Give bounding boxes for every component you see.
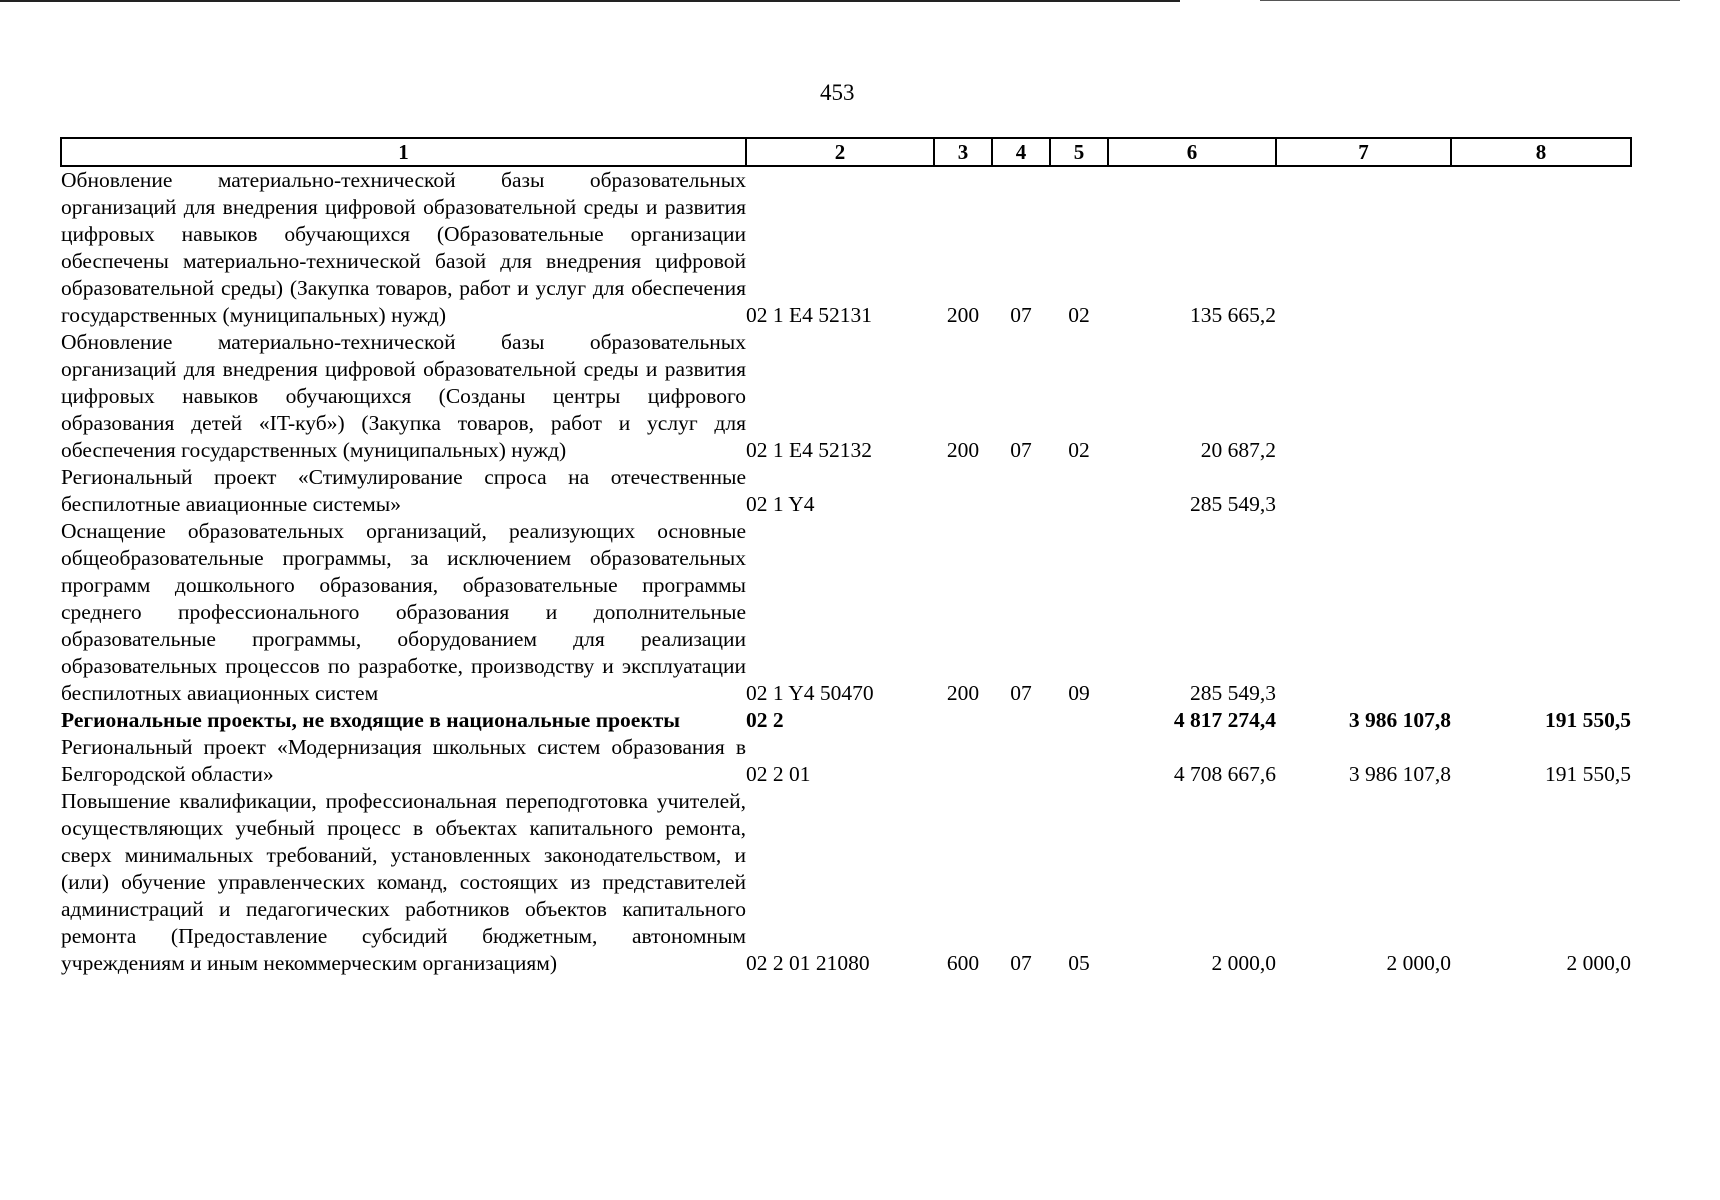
- table-row: [61, 518, 1631, 707]
- row-expense-type: 200: [946, 681, 980, 705]
- column-header-6: 6: [1108, 138, 1276, 166]
- row-expense-type: [934, 734, 992, 788]
- row-expense-type: [934, 464, 992, 518]
- column-header-2: 2: [746, 138, 934, 166]
- row-amount-col6: 285 549,3: [1190, 681, 1276, 705]
- row-code: 02 1 Y4 50470: [746, 681, 874, 705]
- header-row: [61, 138, 1631, 166]
- row-amount-col7: 3 986 107,8: [1348, 762, 1451, 786]
- row-subsection: [1050, 734, 1108, 788]
- row-amount-col6: 2 000,0: [1211, 951, 1276, 975]
- column-header-1: 1: [61, 138, 746, 166]
- row-amount-col6: 4 708 667,6: [1173, 762, 1276, 786]
- column-header-7: 7: [1276, 138, 1451, 166]
- row-subsection: 05: [1068, 951, 1090, 975]
- row-amount-col8: [1451, 329, 1631, 464]
- row-subsection: 02: [1068, 438, 1090, 462]
- row-amount-col8: [1451, 166, 1631, 329]
- row-section: [992, 464, 1050, 518]
- row-subsection: [1050, 707, 1108, 734]
- row-amount-col7: [1276, 518, 1451, 707]
- row-name: Региональные проекты, не входящие в национальные проекты: [61, 708, 681, 732]
- column-header-4: 4: [992, 138, 1050, 166]
- row-amount-col8: 2 000,0: [1566, 951, 1631, 975]
- top-rule: [0, 0, 1180, 2]
- table-body: [61, 166, 1631, 977]
- row-amount-col7: 3 986 107,8: [1348, 708, 1451, 732]
- row-amount-col8: [1451, 518, 1631, 707]
- row-section: 07: [1010, 303, 1032, 327]
- row-section: 07: [1010, 951, 1032, 975]
- row-name: Региональный проект «Модернизация школьных систем образования в Белгородской области»: [61, 735, 746, 786]
- top-rule-right: [1260, 0, 1680, 1]
- row-amount-col7: [1276, 464, 1451, 518]
- row-subsection: [1050, 464, 1108, 518]
- row-amount-col8: 191 550,5: [1545, 708, 1631, 732]
- table-row: [61, 329, 1631, 464]
- table-row: [61, 464, 1631, 518]
- row-section: [992, 734, 1050, 788]
- row-expense-type: 200: [946, 303, 980, 327]
- row-code: 02 1 Y4: [746, 492, 815, 516]
- row-expense-type: 600: [946, 951, 980, 975]
- row-amount-col8: 191 550,5: [1545, 762, 1631, 786]
- table-row: [61, 166, 1631, 329]
- budget-table: [60, 137, 1632, 977]
- row-code: 02 2: [746, 708, 784, 732]
- row-name: Региональный проект «Стимулирование спроса на отечественные беспилотные авиационные системы»: [61, 465, 746, 516]
- row-amount-col6: 135 665,2: [1190, 303, 1276, 327]
- row-section: 07: [1010, 438, 1032, 462]
- row-code: 02 1 E4 52131: [746, 303, 873, 327]
- row-amount-col6: 20 687,2: [1200, 438, 1276, 462]
- row-name: Обновление материально-технической базы образовательных организаций для внедрения цифровой образовательной среды и развития цифровых навыков обучающихся (Созданы центры цифрового образования детей «IT-куб») (Закупка товаров, работ и услуг для обеспечения государственных (муниципальных) нужд): [61, 330, 746, 462]
- column-header-3: 3: [934, 138, 992, 166]
- row-subsection: 02: [1068, 303, 1090, 327]
- row-expense-type: [934, 707, 992, 734]
- column-header-5: 5: [1050, 138, 1108, 166]
- row-section: [992, 707, 1050, 734]
- row-code: 02 2 01: [746, 762, 811, 786]
- column-header-8: 8: [1451, 138, 1631, 166]
- row-section: 07: [1010, 681, 1032, 705]
- row-amount-col6: 4 817 274,4: [1173, 708, 1276, 732]
- table-row: [61, 788, 1631, 977]
- page-number: 453: [820, 80, 855, 105]
- table-row: [61, 734, 1631, 788]
- row-subsection: 09: [1068, 681, 1090, 705]
- row-amount-col7: [1276, 329, 1451, 464]
- row-code: 02 2 01 21080: [746, 951, 870, 975]
- row-name: Обновление материально-технической базы образовательных организаций для внедрения цифровой образовательной среды и развития цифровых навыков обучающихся (Образовательные организации обеспечены материально-технической базой для внедрения цифровой образовательной среды) (Закупка товаров, работ и услуг для обеспечения государственных (муниципальных) нужд): [61, 168, 746, 327]
- row-amount-col8: [1451, 464, 1631, 518]
- row-name: Оснащение образовательных организаций, реализующих основные общеобразовательные программы, за исключением образовательных программ дошкольного образования, образовательные программы среднего профессионального образования и дополнительные образовательные программы, оборудованием для реализации образовательных процессов по разработке, производству и эксплуатации беспилотных авиационных систем: [61, 519, 746, 705]
- row-name: Повышение квалификации, профессиональная переподготовка учителей, осуществляющих учебный процесс в объектах капитального ремонта, сверх минимальных требований, установленных законодательством, и (или) обучение управленческих команд, состоящих из представителей администраций и педагогических работников объектов капитального ремонта (Предоставление субсидий бюджетным, автономным учреждениям и иным некоммерческим организациям): [61, 789, 746, 975]
- row-amount-col7: [1276, 166, 1451, 329]
- row-expense-type: 200: [946, 438, 980, 462]
- row-amount-col7: 2 000,0: [1386, 951, 1451, 975]
- table-row: [61, 707, 1631, 734]
- row-code: 02 1 E4 52132: [746, 438, 873, 462]
- row-amount-col6: 285 549,3: [1190, 492, 1276, 516]
